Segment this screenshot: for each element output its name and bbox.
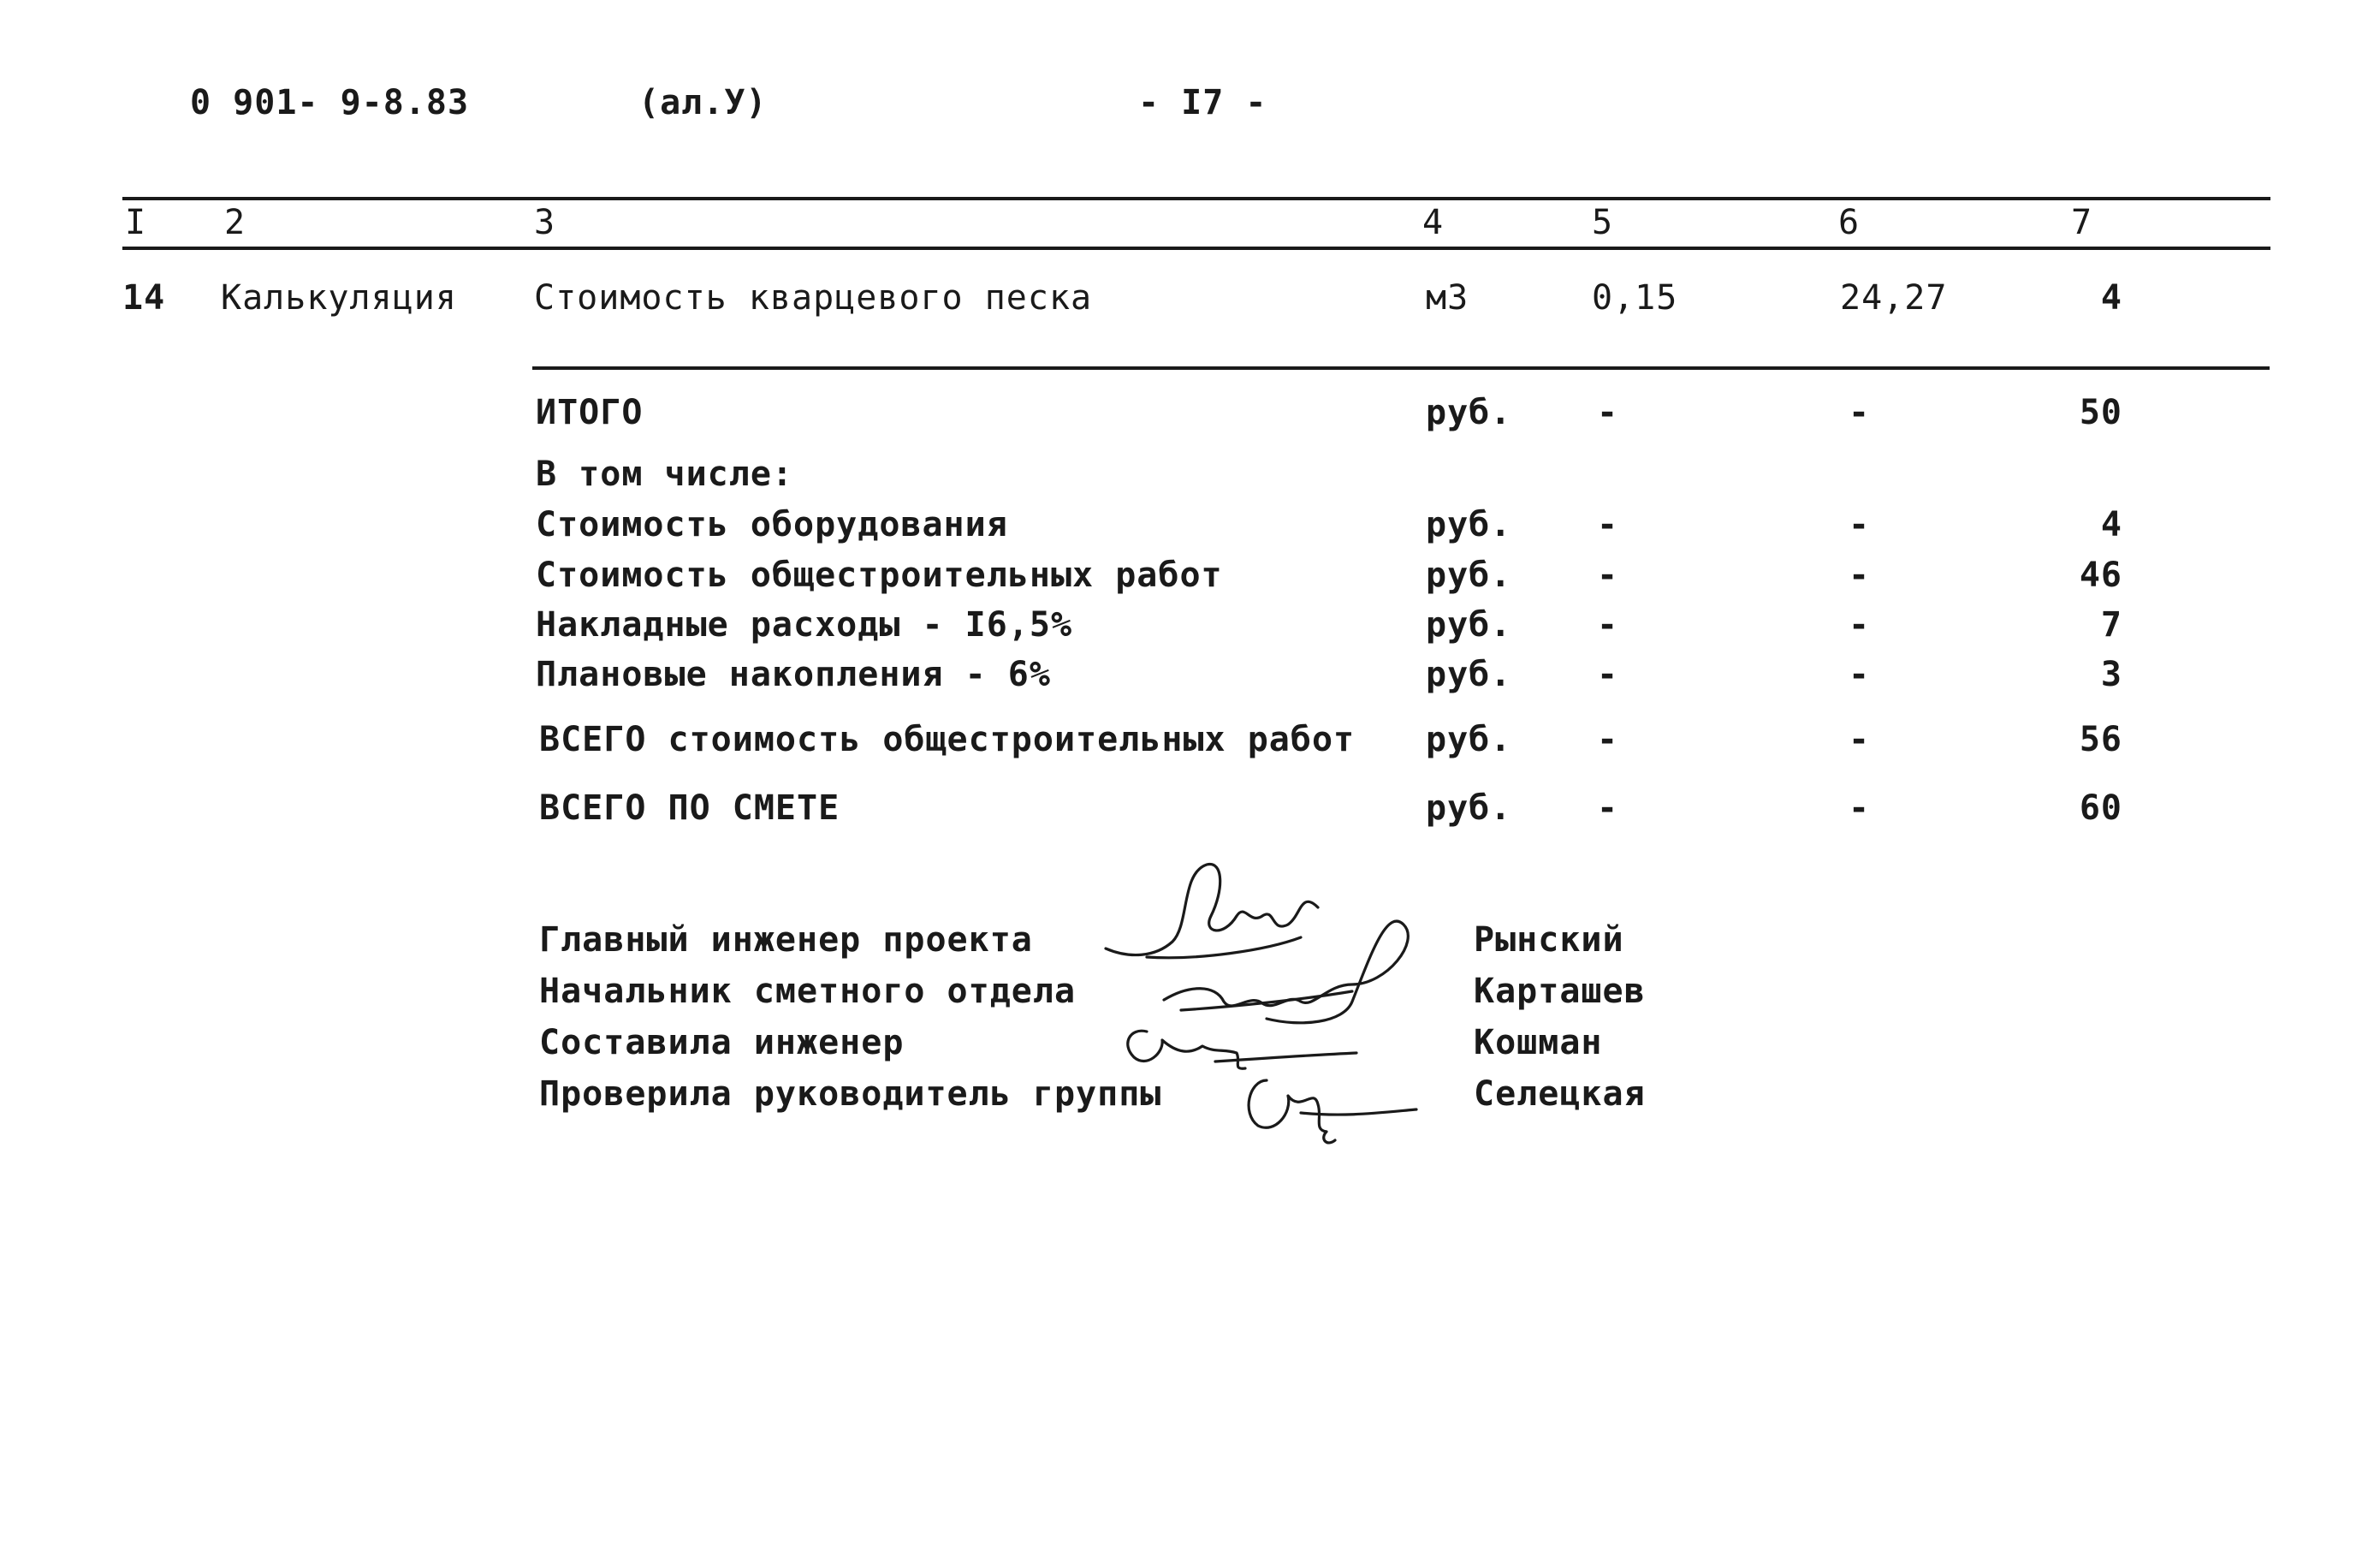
summary-price: -	[1849, 393, 1871, 432]
summary-name: ИТОГО	[536, 393, 644, 432]
summary-name: Стоимость оборудования	[536, 505, 1008, 544]
row-total: 4	[2100, 278, 2122, 318]
signature-role: Составила инженер	[539, 1023, 905, 1062]
signature-name: Кошман	[1474, 1023, 1603, 1062]
row-number: 14	[122, 278, 166, 318]
summary-qty: -	[1597, 655, 1619, 694]
summary-total: 7	[2100, 605, 2122, 645]
summary-total: 50	[2079, 393, 2122, 432]
col-number-2: 2	[224, 203, 246, 242]
summary-price: -	[1849, 556, 1871, 595]
totals-rule	[532, 366, 2270, 370]
row-price: 24,27	[1840, 278, 1948, 318]
table-top-rule	[122, 197, 2270, 200]
row-unit: м3	[1426, 278, 1469, 318]
summary-qty: -	[1597, 393, 1619, 432]
summary-unit: руб.	[1426, 393, 1512, 432]
signature-role: Начальник сметного отдела	[539, 972, 1077, 1011]
summary-price: -	[1849, 505, 1871, 544]
signature-name: Рынский	[1474, 920, 1624, 960]
summary-total: 4	[2100, 505, 2122, 544]
album-label: (ал.У)	[638, 83, 768, 122]
row-name: Стоимость кварцевого песка	[534, 278, 1093, 318]
row-basis: Калькуляция	[221, 278, 457, 318]
summary-name: Накладные расходы - I6,5%	[536, 605, 1073, 645]
summary-total: 60	[2079, 788, 2122, 828]
summary-qty: -	[1597, 605, 1619, 645]
summary-price: -	[1849, 788, 1871, 828]
col-number-3: 3	[534, 203, 556, 242]
col-number-5: 5	[1592, 203, 1614, 242]
summary-name: Плановые накопления - 6%	[536, 655, 1051, 694]
summary-price: -	[1849, 605, 1871, 645]
doc-code: 0 901- 9-8.83	[190, 83, 470, 122]
summary-name: ВСЕГО ПО СМЕТЕ	[539, 788, 840, 828]
signature-name: Карташев	[1474, 972, 1646, 1011]
signature-name: Селецкая	[1474, 1074, 1646, 1114]
summary-price: -	[1849, 720, 1871, 759]
col-number-1: I	[125, 203, 147, 242]
summary-qty: -	[1597, 788, 1619, 828]
summary-total: 3	[2100, 655, 2122, 694]
summary-qty: -	[1597, 720, 1619, 759]
page-number: - I7 -	[1138, 83, 1267, 122]
summary-total: 56	[2079, 720, 2122, 759]
summary-name: ВСЕГО стоимость общестроительных работ	[539, 720, 1356, 759]
signature-role: Главный инженер проекта	[539, 920, 1033, 960]
handwritten-signatures	[1095, 856, 1455, 1173]
summary-qty: -	[1597, 505, 1619, 544]
header-bottom-rule	[122, 247, 2270, 250]
row-qty: 0,15	[1592, 278, 1678, 318]
signature-3-scrawl	[1128, 1031, 1356, 1068]
summary-unit: руб.	[1426, 505, 1512, 544]
summary-unit: руб.	[1426, 605, 1512, 645]
summary-unit: руб.	[1426, 655, 1512, 694]
summary-name: В том числе:	[536, 455, 793, 494]
col-number-6: 6	[1838, 203, 1861, 242]
summary-total: 46	[2079, 556, 2122, 595]
summary-name: Стоимость общестроительных работ	[536, 556, 1223, 595]
summary-unit: руб.	[1426, 720, 1512, 759]
signature-role: Проверила руководитель группы	[539, 1074, 1162, 1114]
col-number-4: 4	[1422, 203, 1445, 242]
summary-unit: руб.	[1426, 556, 1512, 595]
signature-4-scrawl	[1249, 1080, 1416, 1143]
col-number-7: 7	[2071, 203, 2093, 242]
summary-price: -	[1849, 655, 1871, 694]
summary-unit: руб.	[1426, 788, 1512, 828]
summary-qty: -	[1597, 556, 1619, 595]
